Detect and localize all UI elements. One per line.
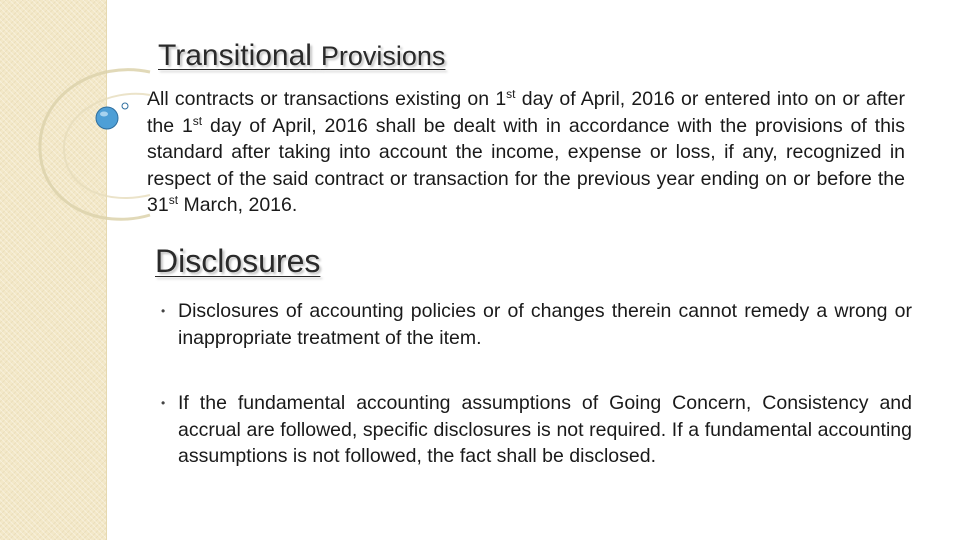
bullet-text: Disclosures of accounting policies or of changes therein cannot remedy a wrong or inappropriate treatment of the item. xyxy=(178,300,912,349)
list-item xyxy=(161,390,912,470)
decorative-left-strip xyxy=(0,0,107,540)
para-text-part3: day of April, 2016 shall be dealt with in accordance with the provisions of this standard after taking into account the income, expense or loss, if any, recognized in respect of the said contract or transaction for the previous year ending on or before the 31 xyxy=(147,114,905,217)
ordinal-suffix-3: st xyxy=(168,193,179,208)
bullet-text: If the fundamental accounting assumptions of Going Concern, Consistency and accrual are followed, specific disclosures is not required. If a fundamental accounting assumptions is not followed, the fact shall be disclosed. xyxy=(178,392,912,468)
bullet-icon: • xyxy=(161,396,166,410)
ordinal-suffix-1: st xyxy=(506,87,516,101)
section-title-disclosures: Disclosures xyxy=(155,243,321,279)
title-word-transitional: Transitional xyxy=(158,39,312,72)
transitional-provisions-paragraph xyxy=(147,86,905,219)
para-text-part2: day of April, 2016 or entered into on or after the 1 xyxy=(147,88,905,137)
section-title-transitional-provisions xyxy=(158,36,445,73)
para-text-part4: March, 2016. xyxy=(178,194,298,217)
ordinal-suffix-2: st xyxy=(192,113,203,128)
bullet-icon: • xyxy=(161,304,166,318)
decorative-bubble-small xyxy=(122,103,128,109)
list-item xyxy=(161,298,912,351)
para-text-part1: All contracts or transactions existing on 1 xyxy=(147,88,507,110)
title-word-provisions: Provisions xyxy=(320,41,446,71)
